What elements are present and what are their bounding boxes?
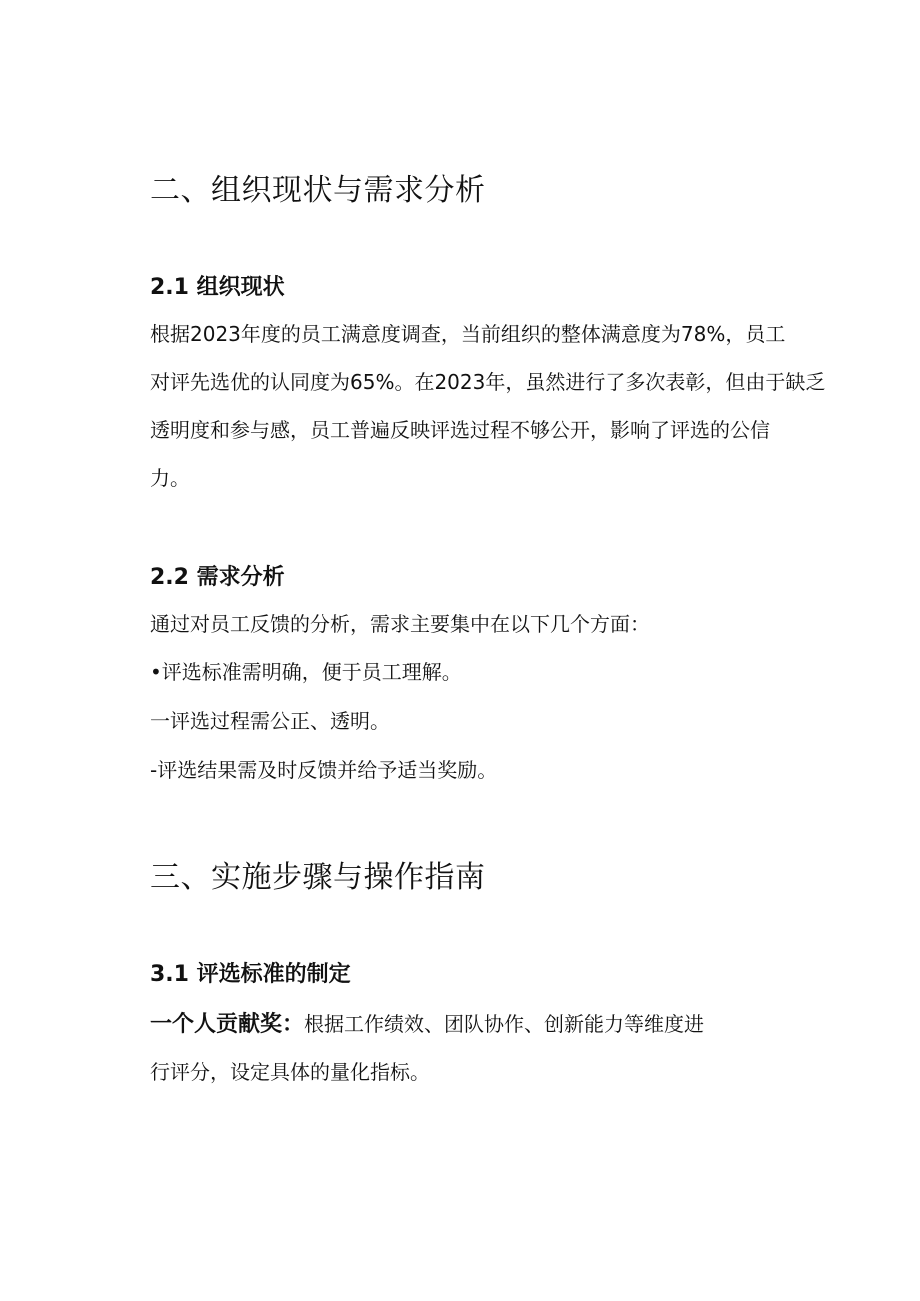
award-name: 一个人贡献奖： xyxy=(150,1012,305,1037)
needs-list-item: 一评选过程需公正、透明。 xyxy=(150,709,390,733)
paragraph-line: 对评先选优的认同度为65%。在2023年，虽然进行了多次表彰，但由于缺乏 xyxy=(150,370,826,394)
subsection-3-1-heading: 3.1 评选标准的制定 xyxy=(150,962,351,987)
award-description: 根据工作绩效、团队协作、创新能力等维度进 xyxy=(304,1012,705,1036)
needs-list-item: -评选结果需及时反馈并给予适当奖励。 xyxy=(150,758,498,782)
paragraph-line: 力。 xyxy=(150,466,190,490)
needs-intro: 通过对员工反馈的分析，需求主要集中在以下几个方面： xyxy=(150,612,650,636)
needs-list-item: •评选标准需明确，便于员工理解。 xyxy=(150,660,462,684)
section-2-heading: 二、组织现状与需求分析 xyxy=(150,173,486,208)
subsection-2-2-heading: 2.2 需求分析 xyxy=(150,565,285,590)
award-line xyxy=(150,1007,704,1038)
paragraph-line: 根据2023年度的员工满意度调查，当前组织的整体满意度为78%，员工 xyxy=(150,322,786,346)
award-description-line: 行评分，设定具体的量化指标。 xyxy=(150,1060,430,1084)
paragraph-line: 透明度和参与感，员工普遍反映评选过程不够公开，影响了评选的公信 xyxy=(150,418,770,442)
section-3-heading: 三、实施步骤与操作指南 xyxy=(150,860,486,895)
subsection-2-1-heading: 2.1 组织现状 xyxy=(150,275,285,300)
